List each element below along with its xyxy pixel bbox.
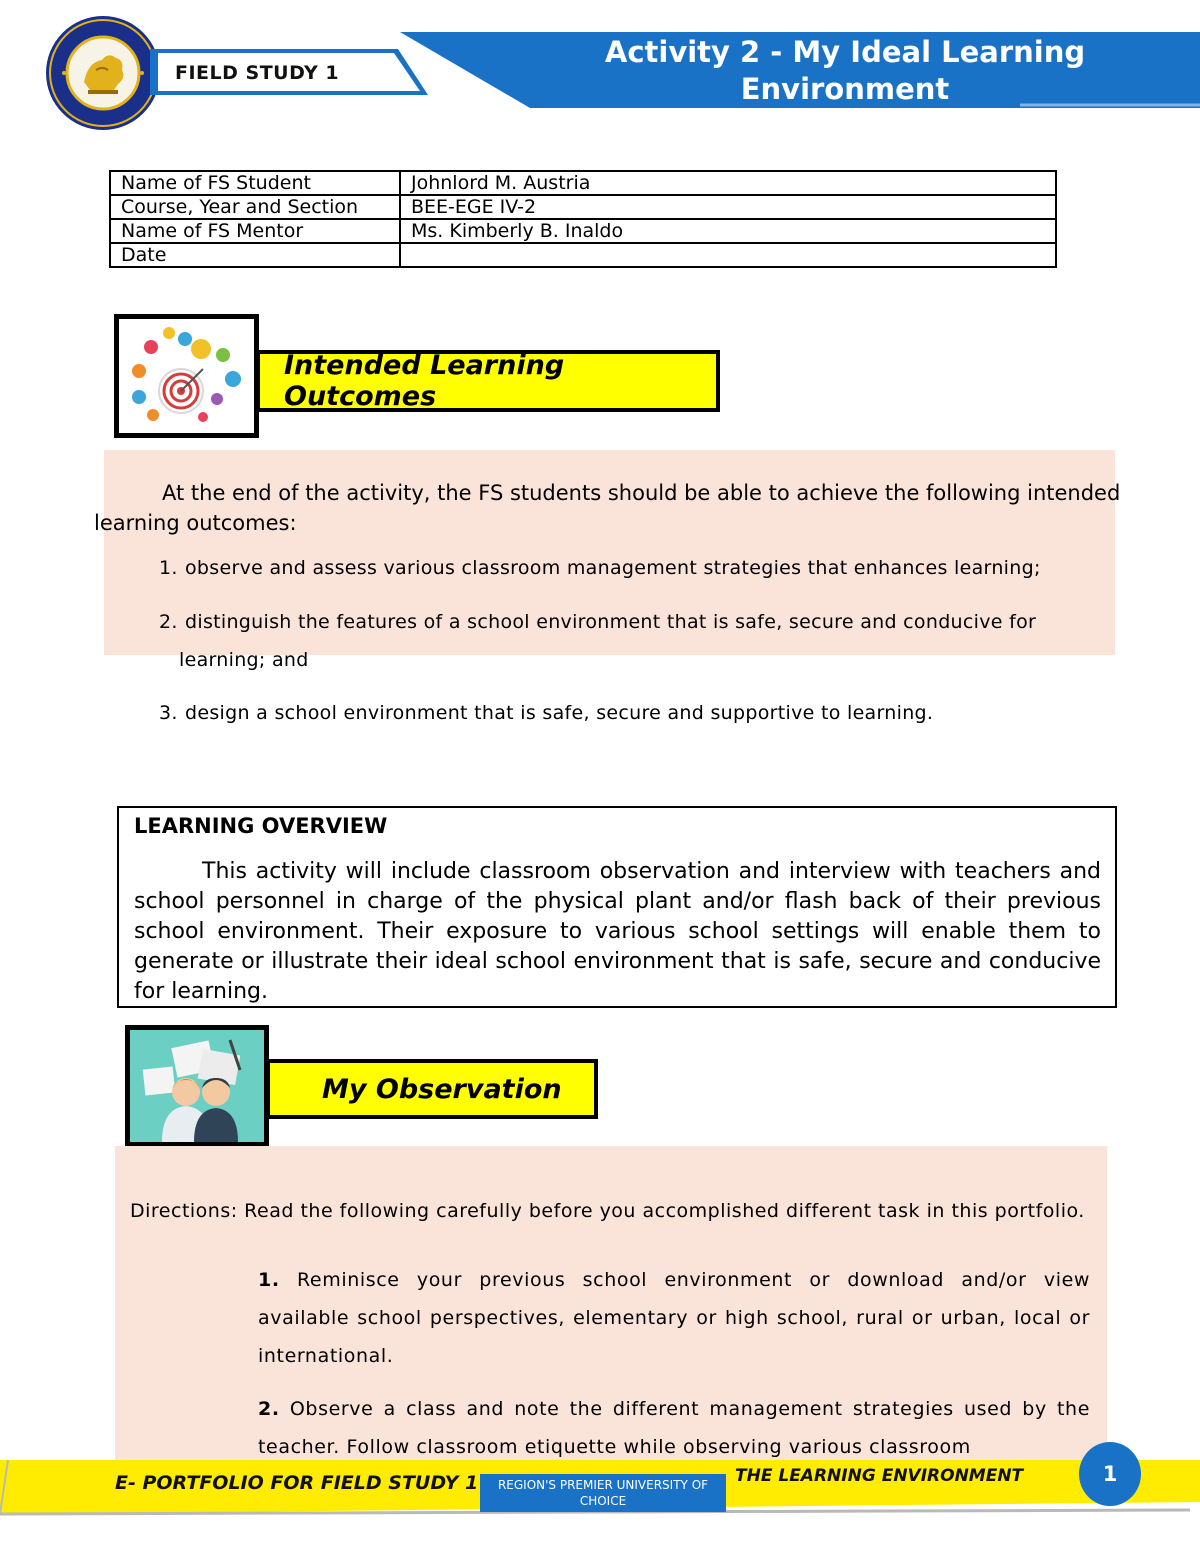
direction-item <box>258 1261 1090 1375</box>
outcome-text: distinguish the features of a school environment that is safe, secure and conducive for <box>185 611 1037 633</box>
outcome-text-continued: learning; and <box>179 649 309 671</box>
course-value: BEE-EGE IV-2 <box>400 195 1056 219</box>
outcome-text: observe and assess various classroom management strategies that enhances learning; <box>185 557 1041 579</box>
table-row <box>110 243 1056 267</box>
outcome-text: design a school environment that is safe, secure and supportive to learning. <box>185 702 934 724</box>
footer-tagline: REGION'S PREMIER UNIVERSITY OF CHOICE <box>480 1474 726 1512</box>
footer-right-text: THE LEARNING ENVIRONMENT <box>735 1466 1024 1486</box>
date-value <box>400 243 1056 267</box>
direction-number: 2. <box>258 1398 280 1420</box>
mentor-value: Ms. Kimberly B. Inaldo <box>400 219 1056 243</box>
footer-left-text: E- PORTFOLIO FOR FIELD STUDY 1 <box>115 1472 479 1494</box>
outcomes-heading-box <box>256 350 720 412</box>
student-name-value: Johnlord M. Austria <box>400 171 1056 195</box>
outcome-number: 1. <box>159 557 178 579</box>
overview-body: This activity will include classroom observation and interview with teachers and school personnel in charge of the physical plant and/or flash back of their previous school environment. Their exposure to various school settings will enable them to generate or illustrate their ideal school environment that is safe, secure and conducive for learning. <box>134 859 1101 1004</box>
direction-text: Reminisce your previous school environment or download and/or view available school perspectives, elementary or high school, rural or urban, local or international. <box>258 1269 1090 1367</box>
direction-text: Observe a class and note the different management strategies used by the teacher. Follow classroom etiquette while observing various classroom <box>258 1398 1090 1458</box>
observers-icon <box>130 1030 264 1142</box>
table-row <box>110 219 1056 243</box>
outcome-item <box>159 603 1036 679</box>
table-label: Name of FS Student <box>110 171 400 195</box>
outcome-number: 3. <box>159 702 178 724</box>
activity-title <box>560 34 1130 108</box>
observation-heading-box <box>266 1059 598 1119</box>
observation-heading: My Observation <box>322 1073 562 1105</box>
target-icon <box>119 319 254 433</box>
table-row <box>110 195 1056 219</box>
title-line-1: Activity 2 - My Ideal Learning <box>604 35 1086 69</box>
direction-number: 1. <box>258 1269 280 1291</box>
table-label: Name of FS Mentor <box>110 219 400 243</box>
table-row <box>110 171 1056 195</box>
outcome-item <box>159 694 933 732</box>
field-study-label: FIELD STUDY 1 <box>175 62 340 84</box>
student-info-table <box>109 170 1057 268</box>
outcome-item <box>159 549 1041 587</box>
overview-heading: LEARNING OVERVIEW <box>134 814 388 838</box>
table-label: Course, Year and Section <box>110 195 400 219</box>
outcomes-intro: At the end of the activity, the FS students should be able to achieve the following intended learning outcomes: <box>94 481 1121 535</box>
outcomes-heading: Intended Learning Outcomes <box>284 350 565 412</box>
outcome-number: 2. <box>159 611 178 633</box>
observation-icon-box <box>125 1025 269 1147</box>
directions-text: Directions: Read the following carefully before you accomplished different task in this portfolio. <box>130 1200 1085 1222</box>
title-line-2: Environment <box>740 72 950 106</box>
outcomes-icon-box <box>114 314 259 438</box>
page-number: 1 <box>1079 1442 1141 1506</box>
table-label: Date <box>110 243 400 267</box>
university-seal-logo <box>44 14 162 132</box>
